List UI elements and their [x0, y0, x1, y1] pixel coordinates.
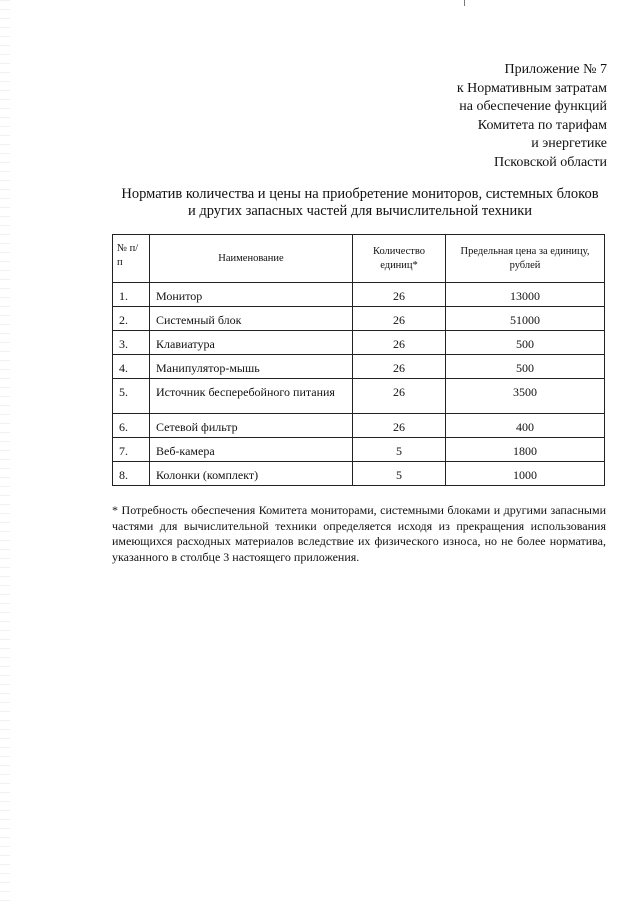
- appendix-line: Псковской области: [493, 154, 607, 170]
- cell-price: 500: [446, 331, 605, 355]
- table-row: [113, 462, 605, 486]
- cell-num: 2.: [113, 307, 150, 331]
- table-row: [113, 283, 605, 307]
- cell-price: 13000: [446, 283, 605, 307]
- norm-table: [112, 234, 605, 486]
- cell-qty: 26: [353, 307, 446, 331]
- cell-price: 500: [446, 355, 605, 379]
- cell-num: 7.: [113, 438, 150, 462]
- cell-name: Системный блок: [150, 307, 353, 331]
- cell-num: 5.: [113, 379, 150, 414]
- table-row: [113, 307, 605, 331]
- cell-qty: 5: [353, 438, 446, 462]
- cell-price: 400: [446, 414, 605, 438]
- document-title-line-2: и других запасных частей для вычислительной техники: [187, 203, 533, 219]
- document-title-line-1: Норматив количества и цены на приобретение мониторов, системных блоков: [121, 186, 599, 202]
- appendix-line: и энергетике: [531, 136, 607, 151]
- header-price: Предельная цена за единицу, рублей: [446, 235, 605, 283]
- cell-name: Колонки (комплект): [150, 462, 353, 486]
- cell-qty: 26: [353, 331, 446, 355]
- cell-price: 51000: [446, 307, 605, 331]
- cell-name: Сетевой фильтр: [150, 414, 353, 438]
- cell-num: 6.: [113, 414, 150, 438]
- cell-price: 1000: [446, 462, 605, 486]
- cell-qty: 26: [353, 283, 446, 307]
- scan-edge-artifact: [0, 0, 10, 905]
- footnote: * Потребность обеспечения Комитета мониторами, системными блоками и другими запасными частями для вычислительной техники определяется исходя из прекращения использования имеющихся расходных материалов вследствие их физического износа, но не более норматива, указанного в столбце 3 настоящего приложения.: [112, 503, 606, 564]
- cell-qty: 26: [353, 414, 446, 438]
- cell-price: 1800: [446, 438, 605, 462]
- cell-name: Манипулятор-мышь: [150, 355, 353, 379]
- header-qty: Количество единиц*: [353, 235, 446, 283]
- appendix-line: Комитета по тарифам: [477, 117, 607, 133]
- scan-mark: [464, 0, 465, 6]
- cell-qty: 5: [353, 462, 446, 486]
- table-row: [113, 414, 605, 438]
- header-num: № п/п: [113, 235, 150, 283]
- appendix-heading: [457, 61, 607, 172]
- cell-num: 8.: [113, 462, 150, 486]
- document-title: [60, 186, 640, 220]
- cell-name: Монитор: [150, 283, 353, 307]
- cell-qty: 26: [353, 379, 446, 414]
- cell-price: 3500: [446, 379, 605, 414]
- header-name: Наименование: [150, 235, 353, 283]
- table-row: [113, 355, 605, 379]
- cell-num: 3.: [113, 331, 150, 355]
- cell-num: 1.: [113, 283, 150, 307]
- cell-name: Веб-камера: [150, 438, 353, 462]
- cell-name: Клавиатура: [150, 331, 353, 355]
- table-row: [113, 438, 605, 462]
- table-header-row: [113, 235, 605, 283]
- appendix-line: Приложение № 7: [504, 62, 607, 77]
- cell-num: 4.: [113, 355, 150, 379]
- cell-name: Источник бесперебойного питания: [150, 379, 353, 414]
- appendix-line: к Нормативным затратам: [456, 80, 607, 96]
- appendix-line: на обеспечение функций: [459, 99, 607, 114]
- cell-qty: 26: [353, 355, 446, 379]
- table-row: [113, 331, 605, 355]
- table-row: [113, 379, 605, 414]
